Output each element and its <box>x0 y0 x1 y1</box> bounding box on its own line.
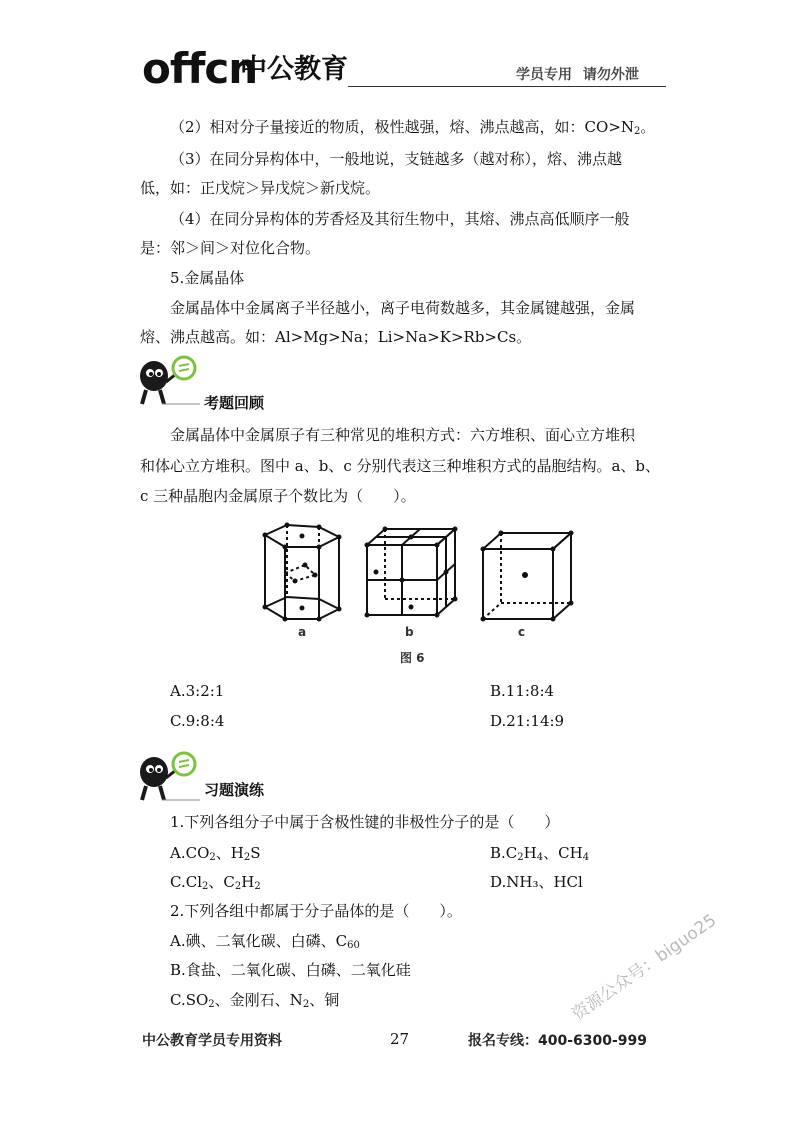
mascot-icon <box>132 352 202 410</box>
figure-label-a: a <box>298 625 307 639</box>
footer-left: 中公教育学员专用资料 <box>142 1033 282 1049</box>
page-number: 27 <box>390 1030 410 1048</box>
figure-caption: 图 6 <box>400 651 425 665</box>
footer-hotline: 报名专线：400-6300-999 <box>468 1033 648 1049</box>
review-option-c: C.9:8:4 <box>170 712 225 730</box>
figure-label-b: b <box>405 625 414 639</box>
q1-option-d: D.NH₃、HCl <box>490 873 583 891</box>
review-line2: 和体心立方堆积。图中 a、b、c 分别代表这三种堆积方式的晶胞结构。a、b、 <box>140 457 661 475</box>
review-option-b: B.11:8:4 <box>490 682 555 700</box>
q1-option-a: $A.CO_2$、$H_2S$ <box>170 844 261 863</box>
figure-label-c: c <box>518 625 526 639</box>
q2-option-c: $C.SO_2$、金刚石、$N_2$、铜 <box>170 991 340 1010</box>
section-5-title: 5.金属晶体 <box>170 269 245 287</box>
para-2: （2）相对分子量接近的物质，极性越强，熔、沸点越高，如：$CO>N_2$。 <box>170 118 656 137</box>
crystal-cells-figure <box>255 515 585 635</box>
mascot-icon-2 <box>132 748 202 806</box>
watermark: 资源公众号：biguo25 <box>568 910 721 1025</box>
para-4-line2: 是：邻＞间＞对位化合物。 <box>140 239 321 257</box>
para-3-line1: （3）在同分异构体中，一般地说，支链越多（越对称），熔、沸点越 <box>170 150 623 168</box>
section-5-line2: 熔、沸点越高。如：Al>Mg>Na；Li>Na>K>Rb>Cs。 <box>140 328 532 346</box>
q2-stem: 2.下列各组中都属于分子晶体的是（ ）。 <box>170 902 462 920</box>
para-4-line1: （4）在同分异构体的芳香烃及其衍生物中，其熔、沸点高低顺序一般 <box>170 210 630 228</box>
q1-stem: 1.下列各组分子中属于含极性键的非极性分子的是（ ） <box>170 813 560 831</box>
review-option-a: A.3:2:1 <box>170 682 225 700</box>
q1-option-b: $B.C_2H_4$、$CH_4$ <box>490 844 590 863</box>
practice-heading: 习题演练 <box>204 781 265 799</box>
header-confidential-note: 学员专用 请勿外泄 <box>516 67 639 83</box>
logo-chinese: 中公教育 <box>240 54 348 85</box>
q2-option-a: A.碘、二氧化碳、白磷、$C_{60}$ <box>170 932 360 951</box>
header-rule <box>348 86 666 87</box>
review-heading: 考题回顾 <box>204 394 265 412</box>
review-line3: c 三种晶胞内金属原子个数比为（ ）。 <box>140 487 416 505</box>
q2-option-b: B.食盐、二氧化碳、白磷、二氧化硅 <box>170 961 411 979</box>
review-line1: 金属晶体中金属原子有三种常见的堆积方式：六方堆积、面心立方堆积 <box>170 426 636 444</box>
q1-option-c: $C.Cl_2$、$C_2H_2$ <box>170 873 261 892</box>
hexagonal-cell-a <box>265 525 339 619</box>
review-option-d: D.21:14:9 <box>490 712 565 730</box>
logo-offcn: offcn <box>142 44 258 93</box>
fcc-cell-b <box>367 529 455 615</box>
section-5-line1: 金属晶体中金属离子半径越小，离子电荷数越多，其金属键越强，金属 <box>170 299 636 317</box>
para-3-line2: 低，如：正戊烷＞异戊烷＞新戊烷。 <box>140 179 381 197</box>
